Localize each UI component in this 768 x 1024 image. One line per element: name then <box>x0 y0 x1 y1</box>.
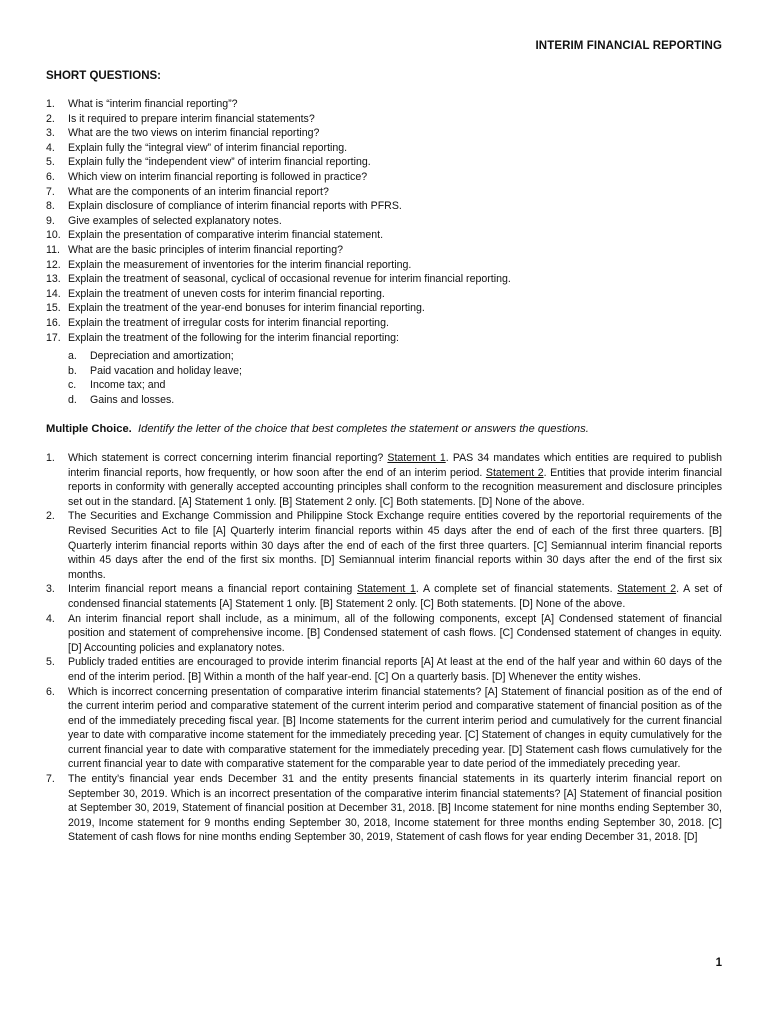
multiple-choice-question <box>46 582 722 611</box>
multiple-choice-title: Multiple Choice. <box>46 423 132 435</box>
statement-label: Statement 1 <box>357 583 416 596</box>
multiple-choice-question <box>46 612 722 656</box>
question-text: The Securities and Exchange Commission and Philippine Stock Exchange require entities covered by the reportorial requirements of the Revised Securities Act to file [A] Quarterly interim financial reports within 45 days after the end of each of the first three quarters. [B] Quarterly interim financial reports within 30 days after the end of each of the first three quarters. [C] Semiannual interim financial reports within 45 days after the end of the first six months. [D] Semiannual interim financial reports within 30 days after the end of the first six months. <box>68 510 722 581</box>
item-text: Explain the treatment of the following for the interim financial reporting: <box>68 331 399 344</box>
item-text: What are the two views on interim financial reporting? <box>68 127 320 140</box>
short-question-subitem <box>68 378 242 393</box>
question-text: Interim financial report means a financial report containing <box>68 583 358 596</box>
short-question-item <box>46 141 722 156</box>
short-question-item <box>46 155 722 170</box>
short-question-item <box>46 170 722 185</box>
item-number: 5. <box>46 156 55 169</box>
question-number: 1. <box>46 452 55 464</box>
question-number: 5. <box>46 656 55 669</box>
item-number: 13. <box>46 273 61 286</box>
multiple-choice-heading <box>46 423 589 435</box>
question-text: Which statement is correct concerning interim financial reporting? <box>68 452 388 464</box>
question-number: 2. <box>46 510 55 523</box>
item-text: What is “interim financial reporting”? <box>68 98 238 110</box>
question-number: 7. <box>46 773 55 786</box>
item-number: 8. <box>46 200 55 213</box>
statement-label: Statement 2 <box>485 466 544 479</box>
question-number: 3. <box>46 583 55 596</box>
item-text: Explain the treatment of uneven costs for interim financial reporting. <box>68 287 385 300</box>
multiple-choice-question <box>46 655 722 684</box>
item-text: Explain fully the “independent view” of interim financial reporting. <box>68 156 371 169</box>
short-question-subitem <box>68 349 242 364</box>
question-text: . A set of condensed financial statements [A] Statement 1 only. [B] Statement 2 only. [C] Both statements. [D] None of the above. <box>68 583 723 610</box>
item-number: b. <box>68 364 77 377</box>
item-number: 4. <box>46 141 55 154</box>
item-text: Give examples of selected explanatory notes. <box>68 214 282 227</box>
item-number: c. <box>68 379 77 392</box>
multiple-choice-question <box>46 685 722 773</box>
short-question-item <box>46 258 722 273</box>
item-number: 2. <box>46 112 55 125</box>
multiple-choice-question <box>46 509 722 582</box>
question-text: The entity’s financial year ends December 31 and the entity presents financial statements in its quarterly interim financial report on September 30, 2019. Which is an incorrect presentation of the comparative interim financial statements? [A] Statement of financial position at September 30, 2019, Statement of financial position at December 31, 2018. [B] Income statement for nine months ending September 30, 2019, Income statement for 9 months ending September 30, 2018, Income statement for three months ending September 30, 2018. [C] Statement of cash flows for nine months ending September 30, 2019, Statement of cash flows for year ending December 31, 2018. [D] <box>68 773 722 844</box>
item-text: What are the basic principles of interim financial reporting? <box>68 243 343 256</box>
multiple-choice-instruction: Identify the letter of the choice that best completes the statement or answers the questions. <box>138 423 589 435</box>
short-question-item <box>46 331 722 346</box>
question-text: . Entities that provide interim financial reports in conformity with generally accepted accounting principles shall conform to the recognition measurement and disclosure principles set out in the standard. [A] Statement 1 only. [B] Statement 2 only. [C] Both statements. [D] None of the above. <box>68 466 722 508</box>
item-number: 10. <box>46 229 61 242</box>
question-text: An interim financial report shall include, as a minimum, all of the following components, except [A] Condensed statement of financial position and statement of comprehensive income. [B] Condensed statement of cash flows. [C] Condensed statement of changes in equity. [D] Accounting policies and explanatory notes. <box>68 612 722 654</box>
item-text: Explain fully the “integral view” of interim financial reporting. <box>68 141 348 154</box>
item-number: 14. <box>46 287 61 300</box>
item-text: Explain the treatment of seasonal, cyclical of occasional revenue for interim financial reporting. <box>68 273 511 286</box>
statement-label: Statement 2 <box>617 583 677 596</box>
item-number: 11. <box>46 243 60 256</box>
short-questions-list <box>46 97 722 345</box>
question-number: 4. <box>46 612 55 625</box>
item-text: Income tax; and <box>90 379 166 392</box>
question-text: Publicly traded entities are encouraged to provide interim financial reports [A] At least at the end of the half year and within 60 days of the end of the interim period. [B] Within a month of the half year-end. [C] On a quarterly basis. [D] Whenever the entity wishes. <box>68 656 722 683</box>
item-number: 6. <box>46 170 55 183</box>
item-text: Explain the measurement of inventories for the interim financial reporting. <box>68 258 412 271</box>
short-question-item <box>46 185 722 200</box>
short-question-item <box>46 272 722 287</box>
short-question-subitem <box>68 364 242 379</box>
item-number: a. <box>68 350 77 362</box>
short-questions-sublist <box>68 349 242 407</box>
item-text: Which view on interim financial reporting is followed in practice? <box>68 170 368 183</box>
short-question-item <box>46 214 722 229</box>
short-question-item <box>46 199 722 214</box>
item-number: 3. <box>46 127 55 140</box>
short-question-item <box>46 316 722 331</box>
question-text: Which is incorrect concerning presentation of comparative interim financial statements? [A] Statement of financial position as of the end of the current interim period and comparative statement of the current interim period and comparative statement of financial position as of the end of the immediately preceding fiscal year. [B] Income statements for the current interim period and cumulatively for the current financial year to date with comparative income statement for the immediately preceding year. [C] Statement of changes in equity cumulatively for the current financial year to date with comparative statement for the immediately preceding year. [D] Statement cash flows cumulatively for the current financial year to date with comparative statement for the comparable year to date period of the immediately preceding year. <box>68 685 722 771</box>
item-number: 1. <box>46 98 55 110</box>
multiple-choice-list <box>46 451 722 845</box>
question-number: 6. <box>46 685 55 698</box>
short-question-item <box>46 126 722 141</box>
item-text: Depreciation and amortization; <box>90 350 234 362</box>
page-number: 1 <box>715 957 722 969</box>
item-number: 7. <box>46 185 55 198</box>
short-question-item <box>46 228 722 243</box>
item-text: Gains and losses. <box>90 393 175 406</box>
short-question-item <box>46 112 722 127</box>
short-questions-heading: SHORT QUESTIONS: <box>46 70 162 82</box>
item-number: d. <box>68 393 77 406</box>
statement-label: Statement 1 <box>387 452 446 464</box>
item-text: Explain disclosure of compliance of interim financial reports with PFRS. <box>68 200 402 213</box>
item-number: 12. <box>46 258 61 271</box>
short-question-item <box>46 97 722 112</box>
multiple-choice-question <box>46 451 722 509</box>
short-question-subitem <box>68 393 242 408</box>
item-number: 17. <box>46 331 61 344</box>
question-text: . PAS 34 mandates which entities are required to publish interim financial reports, how frequently, or how soon after the end of an interim period. <box>68 452 723 479</box>
item-text: Explain the treatment of the year-end bonuses for interim financial reporting. <box>68 302 425 315</box>
item-text: Paid vacation and holiday leave; <box>90 364 242 377</box>
short-question-item <box>46 287 722 302</box>
document-header-title: INTERIM FINANCIAL REPORTING <box>535 40 722 52</box>
item-number: 9. <box>46 214 55 227</box>
item-text: Explain the presentation of comparative interim financial statement. <box>68 229 384 242</box>
question-text: . A complete set of financial statements. <box>415 583 618 596</box>
short-question-item <box>46 243 722 258</box>
item-text: Is it required to prepare interim financial statements? <box>68 112 315 125</box>
item-number: 16. <box>46 316 61 329</box>
item-text: Explain the treatment of irregular costs for interim financial reporting. <box>68 316 389 329</box>
item-text: What are the components of an interim financial report? <box>68 185 329 198</box>
item-number: 15. <box>46 302 61 315</box>
short-question-item <box>46 301 722 316</box>
multiple-choice-question <box>46 772 722 845</box>
